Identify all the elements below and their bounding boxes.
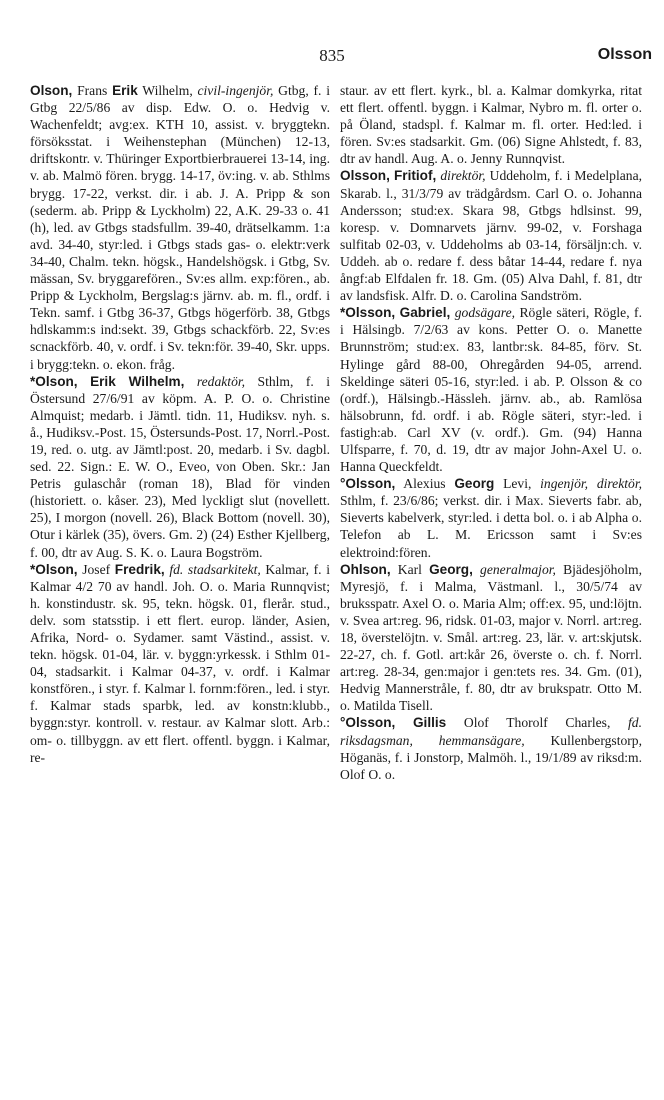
given-bold: Fredrik, [114,561,165,577]
entry-text: Kalmar, f. i Kalmar 4/2 70 av handl. Joh. O. o. Maria Runnqvist; h. konstindustr. sk. 95, tekn. högsk. 01, flerår. stud., delv. som statsstip. i ett flert. europ. länder, Asien, Afrika, Nord- o. Sydamer. samt Västind., assist. v. tekn. högsk. 01-04, lär. v. byggn:yrkessk. i Sthlm 01-04, stadsarkit. i Kalmar 04-37, v. ordf. i Kalmar konstfören., i styr. f. Kalmar l. fornm:fören., led. i styr. f. Kalmar stads sparbk, led. av konstn:klubb., byggn:styr. kontroll. v. restaur. av Kalmar slott. Arb.: om- o. tillbyggn. av ett flert. offentl. byggn. i Kalmar, re- [30,561,330,765]
given-post: Levi, [494,476,541,492]
given-bold: Georg, [429,561,473,577]
given-bold: Fritiof, [393,168,437,184]
biography-entry [340,561,642,715]
entry-text: Uddeholm, f. i Medelplana, Skarab. l., 31/3/79 av trädgårdsm. Carl O. o. Johanna Andersson; stud:ex. Skara 98, Gtbgs hdlsinst. 99, koresp. v. Domnarvets järnv. 99-02, v. Forshaga sulfitab 02-03, v. Uddeholms ab 03-14, försäljn:ch. v. Uddeh. ab o. redare f. dess båtar 14-44, redare f. nya ångf:ab Elfdalen fr. 18. Gm. (05) Alva Dahl, f. 81, dtr av landsfisk. Alfr. D. o. Carolina Sandström. [340,168,643,304]
entry-text: Gtbg, f. i Gtbg 22/5/86 av disp. Edw. O. o. Hedvig v. Wachenfeldt; avg:ex. KTH 10, assist. v. bryggtekn. försöksstat. i Weihenstephan (München) 12-13, driftskontr. v. Thüringer Exportbierbrauerei 13-14, ing. v. ab. Malmö fören. brygg. 14-17, öv:ing. v. ab. Sthlms brygg. 17-22, verkst. dir. i ab. J. A. Pripp & son (sederm. ab. Pripp & Lyckholm) 22, A.K. 29-33 o. 41 (h), led. av Gtbgs stadsfullm. 39-40, drätselkamm. 1:a avd. 34-40, styr:led. i Gtbgs stads gas- o. elektr:verk 34-40, Chalm. tekn. högsk., Handelshögsk. i Gtbg, Sv. mässan, Sv. bryggarefören., Sv:es allm. exp:fören., ab. Pripp & Lyckholm, Bergslag:s järnv. ab. m. fl., ordf. i Tekn. samf. i Gtbg 36-37, Gtbgs högerförb. 38, Gtbgs hdlskamm:s ind:sekt. 39, Gtbgs schackförb. 22, Sv:es scnackförb. 40, v. ordf. i Sv. tekn:för. 39-40, Skr. upps. i brygg:tekn. o. ekon. fråg. [30,83,330,372]
entry-surname: Olsson, [340,168,390,184]
right-column [340,82,642,783]
entry-given-name [391,562,480,577]
entry-title: godsägare, [454,305,516,321]
given-pre: Alexius [395,476,455,492]
entry-title: fd. riksdagsman, hemmansägare, [340,715,642,748]
entry-surname: *Olson, [30,373,78,389]
entry-surname: °Olsson, [340,476,396,492]
given-post [473,562,480,577]
running-head: Olsson [597,46,652,63]
given-post [184,374,196,389]
biography-entry [30,82,330,373]
entry-text: Kullenbergstorp, Höganäs, f. i Jonstorp, Malmöh. l., 19/1/89 av riksd:m. Olof O. o. [340,732,642,782]
given-bold: Erik Wilhelm, [90,373,185,389]
entry-text: Sthlm, f. i Östersund 27/6/91 av köpm. A. P. O. o. Christine Almquist; medarb. i Jämtl. tidn. 11, Hudiksv. nyh. s. å., Hudiksv.-Post. 15, Östersunds-Post. 17, Norrl.-Post. 19, red. o. utg. av Jämtl:post. 20, medarb. i Sv. dagbl. sed. 22. Sign.: E. W. O., Eveo, von Oben. Skr.: Jan Petris gulaschår (roman 18), Blad för vinden (historiett. o. kåser. 23), Med lyckligt slut (novellett. 25), I morgon (novell. 26), Black Bottom (novell. 30), Otur i kärlek (35), övers. Gm. 2) (24) Esther Kjellberg, f. 00, dtr av Aug. S. K. o. Laura Bogström. [30,373,331,560]
biography-entry [30,373,330,561]
entry-title: direktör, [440,168,486,184]
entry-surname: °Olsson, [340,715,396,731]
entry-text: Bjädesjöholm, Myresjö, f. i Malma, Västmanl. l., 30/5/74 av bruksspatr. Axel O. o. Maria Alm; off:ex. 95, und:löjtn. v. Svea art:reg. 96, ridsk. 01-03, major v. Norrl. art:reg. 18, överstelöjtn. v. Smål. art:reg. 23, lär. v. art:skjutsk. 22-27, ch. f. Gotl. art:kår 26, överste o. ch. f. Norrl. art:reg. 28-34, gen:major i gen:tets res. 34. Gm. (01), Hedvig Mannerstråle, f. 80, dtr av brukspatr. Otto M. o. Matilda Tisell. [340,561,642,714]
entry-given-name [72,83,197,98]
entry-surname: *Olson, [30,561,78,577]
given-pre: Frans [72,83,113,98]
given-post: Wilhelm, [137,83,198,98]
given-bold: Gillis [412,715,447,731]
given-bold: Gabriel, [399,305,451,321]
entry-given-name [395,305,455,320]
biography-entry [340,475,642,560]
entry-text: Sthlm, f. 23/6/86; verkst. dir. i Max. Sieverts fabr. ab, Sieverts kabelverk, styr:led. i detta bol. o. i ab Alpha o. Telefon ab L. M. Ericsson samt i Sv:es elektroind:fören. [340,493,642,560]
entry-given-name [390,168,441,183]
entry-title: civil-ingenjör, [197,83,274,98]
entry-text: Rögle säteri, Rögle, f. i Hälsingb. 7/2/63 av kons. Petter O. o. Manette Brunnström; stud:ex. 83, lantbr:sk. 84-85, förv. St. Hylinge gård 88-00, Ohregården 94-05, arrend. Skeldinge säteri 05-16, styr:led. i ab. P. Olsson & co (ordf.), Hälsingb.-Hässleh. järnv. ab., ab. Ramlösa hälsobrunn, fd. ordf. i ab. Rögle säteri, styr:-led. i fastigh:ab. Carl XV (v. ordf.). Gm. (94) Hanna Ulfsparre, f. 70, d. 19, dtr av major John-Axel U. o. Hanna Queckfeldt. [340,305,642,475]
given-bold: Georg [454,476,495,492]
entry-given-name [395,715,628,730]
biography-entry-continued [340,82,642,167]
entry-title: redaktör, [196,373,246,389]
given-post: Olof Thorolf Charles, [446,715,629,731]
entry-surname: Ohlson, [340,561,391,577]
entry-given-name [78,562,170,577]
given-pre [395,715,413,730]
given-pre [78,374,90,389]
page-header [0,46,664,74]
entry-surname: *Olsson, [340,305,396,321]
given-pre: Josef [77,561,115,577]
entry-title: generalmajor, [480,561,556,577]
biography-entry [340,304,642,475]
biography-entry [340,167,642,304]
entry-given-name [395,476,540,491]
entry-title: ingenjör, direktör, [540,476,642,492]
page-number: 835 [319,46,345,65]
given-bold: Erik [112,83,138,98]
biography-entry [30,561,330,766]
entry-given-name [78,374,197,389]
biography-entry [340,714,642,782]
entry-surname: Olson, [30,83,73,98]
left-column [30,82,330,766]
entry-title: fd. stadsarkitekt, [169,561,261,577]
entry-text: staur. av ett flert. kyrk., bl. a. Kalmar domkyrka, ritat ett flert. offentl. byggn. i Kalmar, Nybro m. fl. orter o. på Öland, stadspl. f. Kalmar m. fl. orter. Hed:led. i fören. Sv:es stadsarkit. Gm. (06) Signe Ahlstedt, f. 83, dtr av handl. Aug. A. o. Jenny Runnqvist. [340,83,642,167]
given-pre: Karl [390,561,430,577]
